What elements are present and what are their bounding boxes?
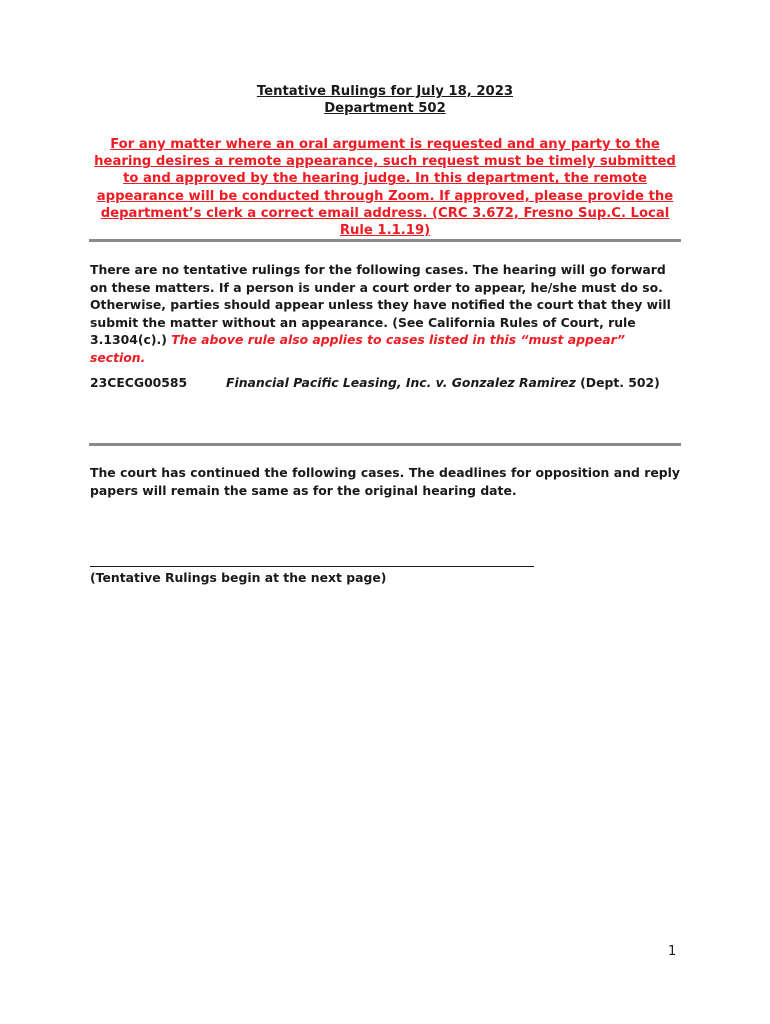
page-title — [0, 83, 770, 117]
continued-cases-paragraph: The court has continued the following cases. The deadlines for opposition and reply papers will remain the same as for the original hearing date. — [90, 465, 680, 498]
page-number: 1 — [668, 944, 677, 959]
footer-separator-line — [90, 566, 534, 567]
title-line-department: Department 502 — [324, 101, 446, 116]
section-divider — [89, 239, 681, 242]
case-number: 23CECG00585 — [90, 375, 188, 390]
case-department: (Dept. 502) — [580, 375, 660, 390]
must-appear-note: The above rule also applies to cases listed in this “must appear” section. — [90, 332, 625, 365]
section-divider — [89, 443, 681, 446]
case-listing — [90, 374, 680, 391]
no-rulings-text: There are no tentative rulings for the following cases. The hearing will go forward on these matters. If a person is under a court order to appear, he/she must do so. Otherwise, parties should appear unless they have notified the court that they will submit the matter without an appearance. (See California Rules of Court, rule 3.1304(c).) — [90, 262, 671, 347]
case-name: Financial Pacific Leasing, Inc. v. Gonzalez Ramirez — [226, 375, 576, 390]
remote-appearance-notice: For any matter where an oral argument is requested and any party to the hearing desires a remote appearance, such request must be timely submitted to and approved by the hearing judge. In this department, the remote appearance will be conducted through Zoom. If approved, please provide the department’s clerk a correct email address. (CRC 3.672, Fresno Sup.C. Local Rule 1.1.19) — [94, 137, 676, 239]
no-rulings-paragraph — [90, 261, 680, 366]
rulings-begin-note: (Tentative Rulings begin at the next page) — [90, 570, 387, 585]
title-line-date: Tentative Rulings for July 18, 2023 — [256, 84, 514, 99]
